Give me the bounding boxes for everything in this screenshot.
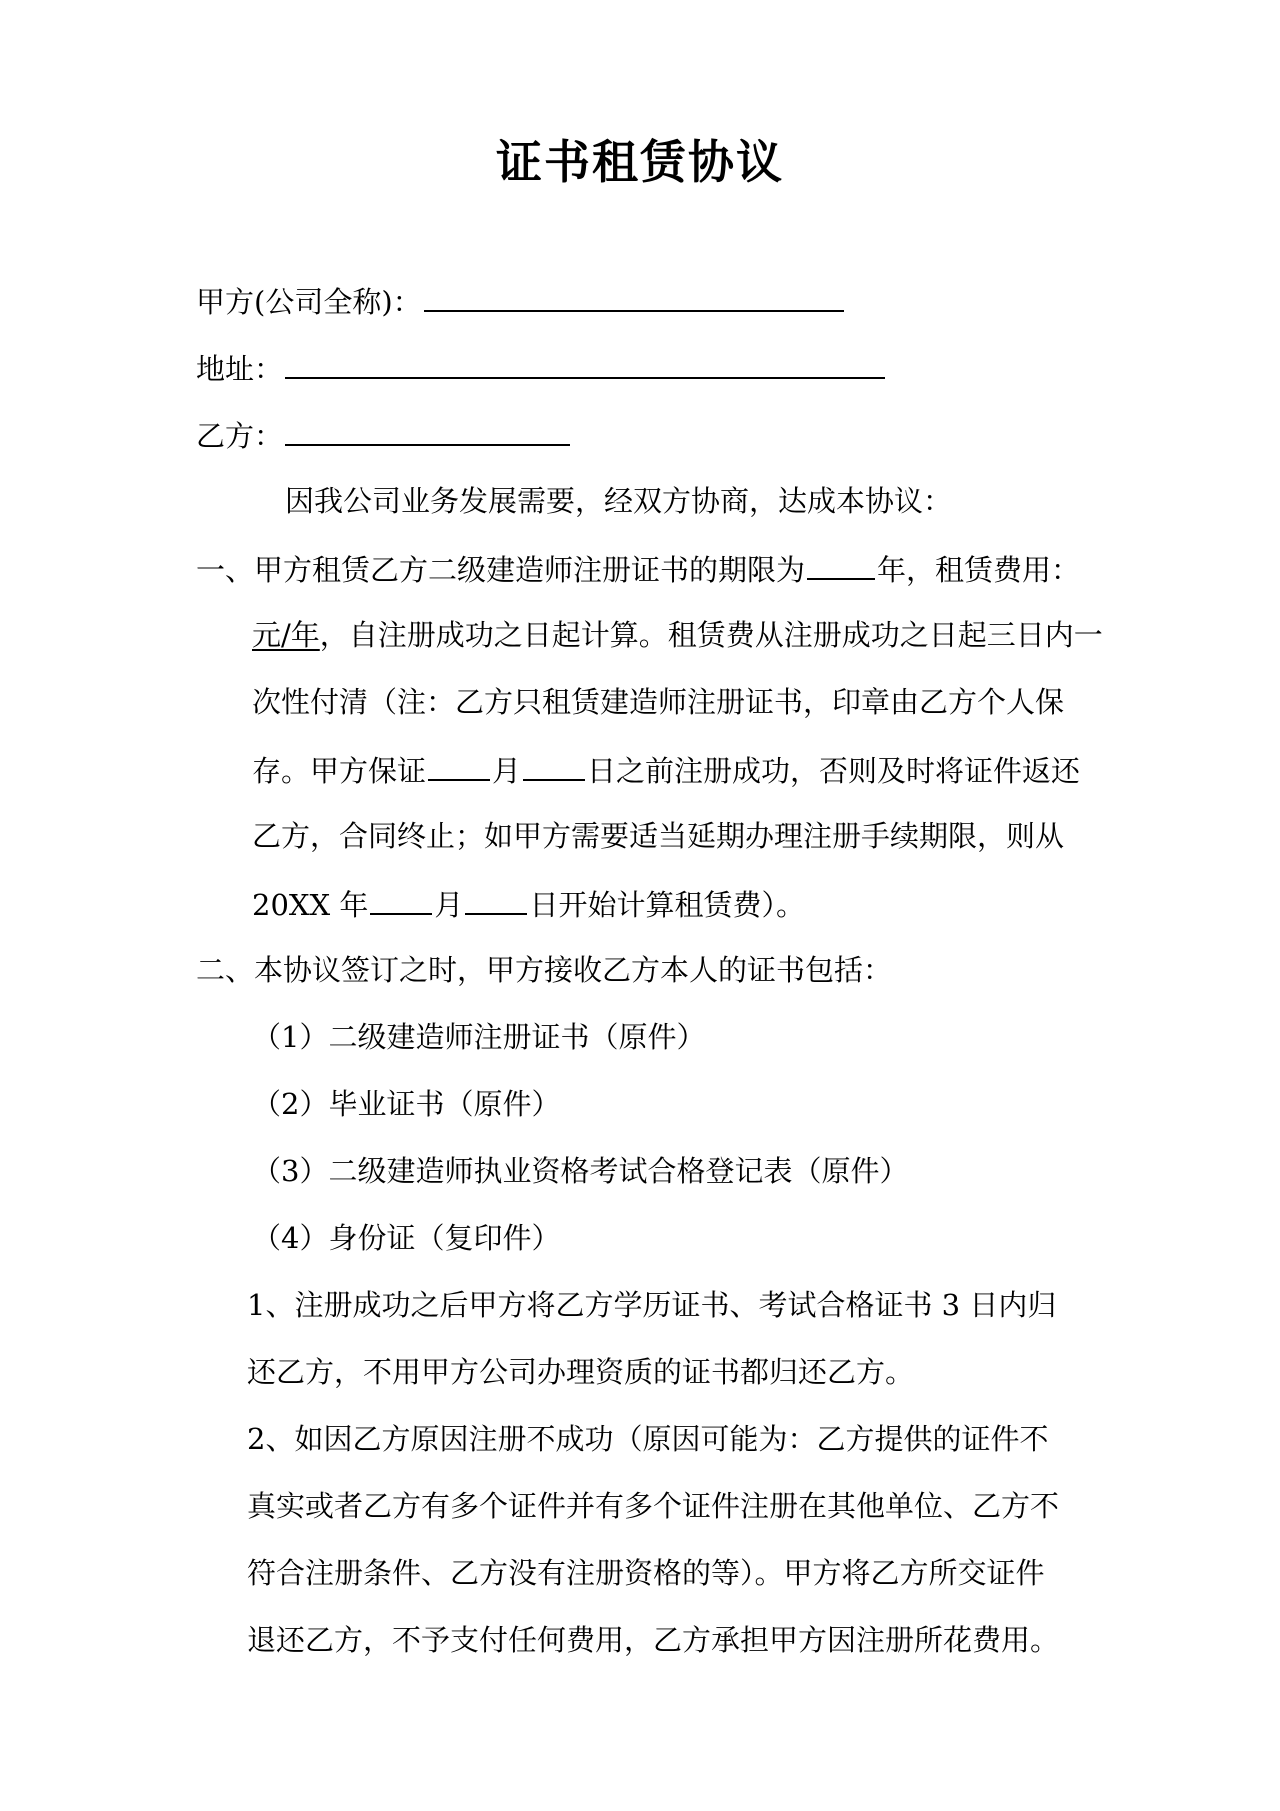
month-blank: [428, 749, 490, 781]
intro-paragraph: 因我公司业务发展需要，经双方协商，达成本协议：: [285, 484, 953, 518]
clause2-line2: 真实或者乙方有多个证件并有多个证件注册在其他单位、乙方不: [247, 1489, 1060, 1523]
lease-years-blank: [807, 548, 875, 580]
clause2-line3: 符合注册条件、乙方没有注册资格的等）。甲方将乙方所交证件: [247, 1556, 1045, 1590]
party-a-line: [196, 280, 846, 322]
clause1-line1: 1、注册成功之后甲方将乙方学历证书、考试合格证书 3 日内归: [247, 1288, 1057, 1322]
clause1-line2: 还乙方，不用甲方公司办理资质的证书都归还乙方。: [247, 1355, 915, 1389]
day-blank: [465, 883, 527, 915]
section1-text: 一、甲方租赁乙方二级建造师注册证书的期限为: [196, 553, 806, 587]
document-title: 证书租赁协议: [496, 135, 784, 189]
address-blank: [285, 347, 885, 379]
party-b-blank: [285, 414, 570, 446]
address-label: 地址：: [196, 352, 284, 386]
section1-line5: 乙方，合同终止；如甲方需要适当延期办理注册手续期限，则从: [252, 819, 1065, 853]
section1-text: 日开始计算租赁费）。: [529, 888, 805, 922]
section1-line6: [252, 883, 805, 925]
party-a-label: 甲方(公司全称)：: [196, 285, 422, 319]
list-item: （3）二级建造师执业资格考试合格登记表（原件）: [252, 1154, 909, 1188]
party-a-blank: [424, 280, 844, 312]
section1-line3: 次性付清（注：乙方只租赁建造师注册证书，印章由乙方个人保: [252, 685, 1065, 719]
section1-text: 月: [492, 754, 522, 788]
list-item: （4）身份证（复印件）: [252, 1221, 561, 1255]
month-blank: [370, 883, 432, 915]
list-item: （2）毕业证书（原件）: [252, 1087, 561, 1121]
party-b-label: 乙方：: [196, 419, 284, 453]
section1-text: 20XX 年: [252, 888, 369, 922]
section1-text: 日之前注册成功，否则及时将证件返还: [587, 754, 1081, 788]
list-item: （1）二级建造师注册证书（原件）: [252, 1020, 706, 1054]
party-b-line: [196, 414, 572, 456]
section2-heading: 二、本协议签订之时，甲方接收乙方本人的证书包括：: [196, 953, 893, 987]
clause2-line4: 退还乙方，不予支付任何费用，乙方承担甲方因注册所花费用。: [247, 1623, 1060, 1657]
section1-line2: [252, 615, 1103, 655]
clause2-line1: 2、如因乙方原因注册不成功（原因可能为：乙方提供的证件不: [247, 1422, 1049, 1456]
day-blank: [523, 749, 585, 781]
section1-text: ，自注册成功之日起计算。租赁费从注册成功之日起三日内一: [319, 618, 1103, 652]
address-line: [196, 347, 887, 389]
fee-unit: 元/年: [252, 618, 320, 652]
section1-line1: [196, 548, 1080, 590]
section1-text: 年，租赁费用：: [877, 553, 1081, 587]
section1-text: 月: [434, 888, 464, 922]
section1-text: 存。甲方保证: [252, 754, 427, 788]
section1-line4: [252, 749, 1080, 791]
